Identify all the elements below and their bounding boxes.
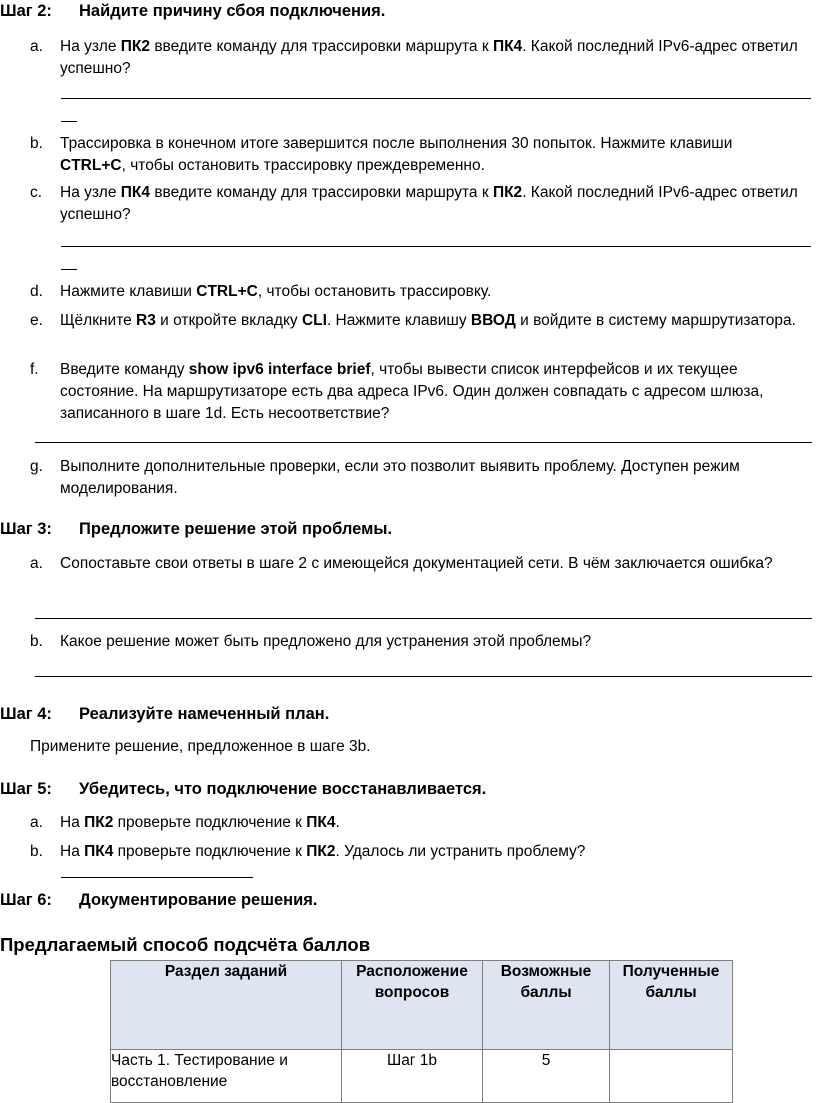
step-5-item-a: a. На ПК2 проверьте подключение к ПК4.	[30, 814, 340, 831]
table-cell-possible: 5	[483, 1050, 610, 1103]
step-2-item-g: g. Выполните дополнительные проверки, если это позволит выявить проблему. Доступен режим моделирования.	[30, 458, 740, 497]
step-2-item-a: a. На узле ПК2 введите команду для трассировки маршрута к ПК4. Какой последний IPv6-адрес ответил успешно?	[30, 38, 798, 77]
table-cell-earned[interactable]	[610, 1050, 733, 1103]
column-header: Возможные баллы	[483, 961, 610, 1050]
answer-line-tail	[61, 269, 77, 270]
table-cell-section: Часть 1. Тестирование и восстановление	[111, 1050, 342, 1103]
step-2-item-e: e. Щёлкните R3 и откройте вкладку CLI. Нажмите клавишу ВВОД и войдите в систему маршрутизатора.	[30, 312, 796, 329]
answer-line[interactable]	[61, 877, 253, 878]
column-header: Раздел заданий	[111, 961, 342, 1050]
step-4-heading: Шаг 4: Реализуйте намеченный план.	[0, 705, 330, 723]
step-3-item-a: a. Сопоставьте свои ответы в шаге 2 с имеющейся документацией сети. В чём заключается ошибка?	[30, 555, 773, 572]
step-5-heading: Шаг 5: Убедитесь, что подключение восстанавливается.	[0, 780, 487, 798]
column-header: Расположение вопросов	[342, 961, 483, 1050]
step-2-item-d: d. Нажмите клавиши CTRL+C, чтобы остановить трассировку.	[30, 283, 492, 300]
table-header-row	[111, 961, 733, 1050]
answer-line[interactable]	[35, 618, 812, 619]
answer-line[interactable]	[35, 676, 812, 677]
step-2-item-c: c. На узле ПК4 введите команду для трассировки маршрута к ПК2. Какой последний IPv6-адрес ответил успешно?	[30, 184, 798, 223]
scoring-table	[110, 960, 733, 1103]
answer-line[interactable]	[61, 246, 811, 247]
step-2-heading: Шаг 2: Найдите причину сбоя подключения.	[0, 2, 386, 20]
scoring-heading: Предлагаемый способ подсчёта баллов	[0, 934, 371, 955]
step-3-heading: Шаг 3: Предложите решение этой проблемы.	[0, 520, 393, 538]
step-3-item-b: b. Какое решение может быть предложено для устранения этой проблемы?	[30, 633, 592, 650]
answer-line-tail	[61, 121, 77, 122]
step-2-item-f: f. Введите команду show ipv6 interface brief, чтобы вывести список интерфейсов и их текущее состояние. На маршрутизаторе есть два адреса IPv6. Один должен совпадать с адресом шлюза, записанного в шаге 1d. Есть несоответствие?	[30, 361, 764, 422]
table-row	[111, 1050, 733, 1103]
table-cell-location: Шаг 1b	[342, 1050, 483, 1103]
step-2-item-b: b. Трассировка в конечном итоге завершится после выполнения 30 попыток. Нажмите клавиши CTRL+C, чтобы остановить трассировку преждевременно.	[30, 135, 733, 174]
answer-line[interactable]	[35, 442, 812, 443]
answer-line[interactable]	[61, 98, 811, 99]
column-header: Полученные баллы	[610, 961, 733, 1050]
step-4-text: Примените решение, предложенное в шаге 3b.	[30, 738, 371, 755]
step-5-item-b: b. На ПК4 проверьте подключение к ПК2. Удалось ли устранить проблему?	[30, 843, 586, 860]
step-6-heading: Шаг 6: Документирование решения.	[0, 891, 318, 909]
